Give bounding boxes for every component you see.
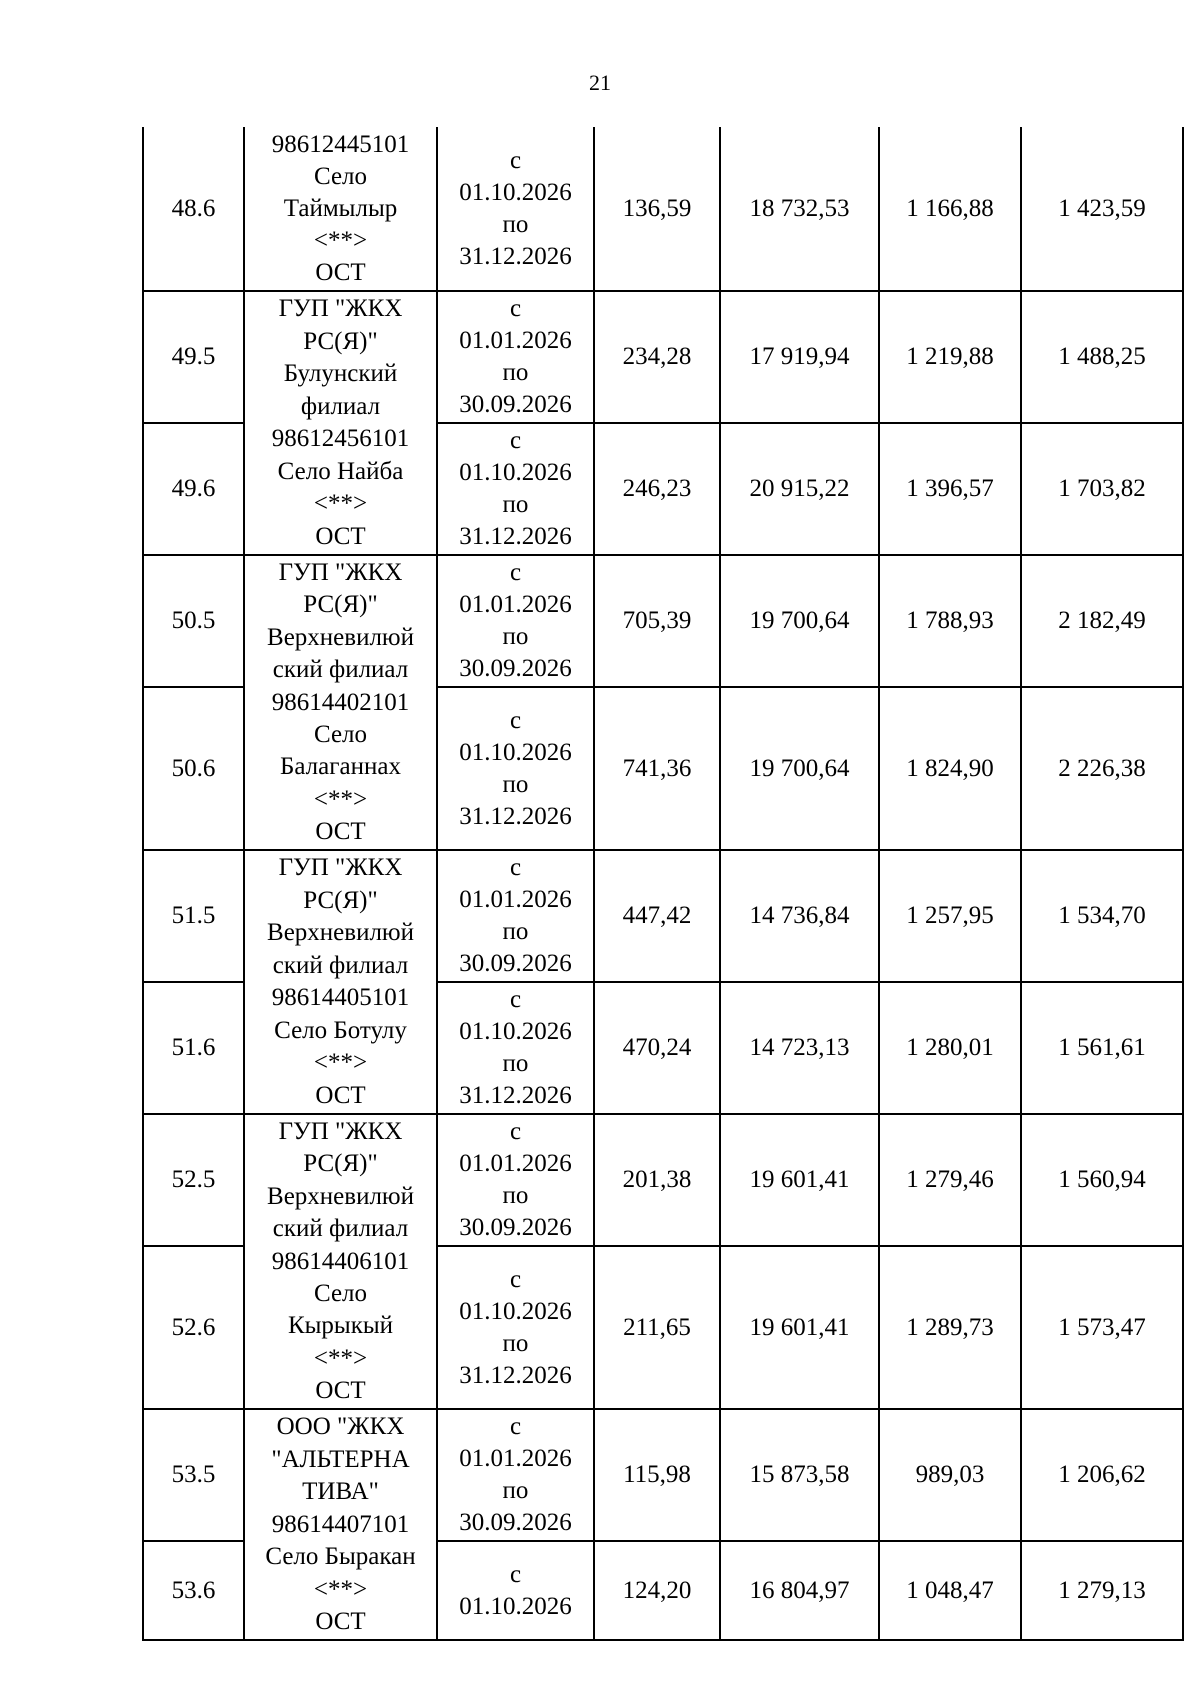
- page-number: 21: [589, 70, 611, 95]
- value-v1: 705,39: [594, 555, 720, 687]
- value-v1: 211,65: [594, 1246, 720, 1409]
- organization-line: Верхневилюй: [267, 1182, 414, 1210]
- value-v1: 447,42: [594, 850, 720, 982]
- value-v2: 17 919,94: [720, 291, 879, 423]
- period-line: по: [502, 1477, 529, 1504]
- period-cell: [437, 1541, 594, 1640]
- period-line: 31.12.2026: [459, 1082, 572, 1109]
- period-line: 01.10.2026: [459, 178, 572, 206]
- table-row: [143, 1114, 1183, 1246]
- value-v2: 18 732,53: [720, 127, 879, 291]
- table-row: [143, 127, 1183, 291]
- organization-line: ГУП "ЖКХ: [278, 1118, 403, 1145]
- organization-line: ский филиал: [272, 656, 409, 684]
- organization-line: ОСТ: [315, 818, 366, 845]
- organization-line: 98614405101: [271, 984, 410, 1012]
- value-v3: 1 279,46: [879, 1114, 1021, 1246]
- organization-line: Кырыкый: [287, 1312, 394, 1340]
- row-number: 52.5: [143, 1114, 244, 1246]
- value-v1: 201,38: [594, 1114, 720, 1246]
- organization-line: 98614406101: [271, 1247, 410, 1275]
- row-number: 53.6: [143, 1541, 244, 1640]
- organization-line: РС(Я)": [303, 886, 378, 914]
- row-number: 50.6: [143, 687, 244, 850]
- organization-cell: [244, 555, 437, 850]
- period-line: 01.01.2026: [459, 327, 572, 354]
- period-cell: [437, 1246, 594, 1409]
- tariff-table: [142, 127, 1184, 1641]
- organization-line: Таймылыр: [283, 194, 398, 222]
- period-line: с: [509, 1413, 522, 1440]
- value-v3: 1 824,90: [879, 687, 1021, 850]
- organization-cell: [244, 1409, 437, 1640]
- period-line: 01.10.2026: [459, 1297, 572, 1325]
- value-v1: 470,24: [594, 982, 720, 1114]
- period-line: 01.01.2026: [459, 591, 572, 618]
- period-line: 01.10.2026: [459, 459, 572, 486]
- period-cell: [437, 850, 594, 982]
- organization-line: РС(Я)": [303, 1150, 378, 1178]
- organization-line: ТИВА": [302, 1478, 379, 1505]
- organization-line: <**>: [313, 1049, 368, 1077]
- organization-line: Балаганнах: [280, 753, 401, 781]
- organization-line: Село Быракан: [265, 1543, 416, 1570]
- organization-line: ООО "ЖКХ: [276, 1413, 405, 1440]
- value-v3: 1 219,88: [879, 291, 1021, 423]
- value-v2: 14 736,84: [720, 850, 879, 982]
- period-line: с: [509, 559, 522, 586]
- organization-line: Верхневилюй: [267, 919, 414, 947]
- value-v4: 1 206,62: [1021, 1409, 1183, 1541]
- value-v2: 14 723,13: [720, 982, 879, 1114]
- organization-line: филиал: [300, 392, 381, 420]
- value-v2: 20 915,22: [720, 423, 879, 555]
- period-line: по: [502, 918, 529, 945]
- value-v3: 1 257,95: [879, 850, 1021, 982]
- table-row: [143, 555, 1183, 687]
- value-v2: 19 700,64: [720, 687, 879, 850]
- organization-line: Село: [313, 720, 368, 748]
- organization-line: ГУП "ЖКХ: [278, 854, 403, 881]
- period-line: с: [509, 706, 522, 734]
- period-line: с: [509, 146, 522, 174]
- organization-line: ский филиал: [272, 1215, 409, 1243]
- period-line: с: [509, 295, 522, 322]
- period-line: 30.09.2026: [459, 391, 572, 418]
- period-line: по: [502, 623, 529, 650]
- period-line: 01.10.2026: [459, 1592, 572, 1620]
- organization-line: 98612456101: [271, 425, 410, 453]
- value-v2: 19 601,41: [720, 1246, 879, 1409]
- value-v3: 1 788,93: [879, 555, 1021, 687]
- period-line: 31.12.2026: [459, 242, 572, 270]
- period-line: 30.09.2026: [459, 655, 572, 682]
- value-v4: 1 573,47: [1021, 1246, 1183, 1409]
- row-number: 51.5: [143, 850, 244, 982]
- value-v3: 1 048,47: [879, 1541, 1021, 1640]
- period-line: 01.01.2026: [459, 1150, 572, 1177]
- organization-line: ГУП "ЖКХ: [278, 295, 403, 322]
- organization-line: 98612445101: [271, 130, 410, 158]
- value-v1: 124,20: [594, 1541, 720, 1640]
- period-cell: [437, 423, 594, 555]
- organization-line: <**>: [313, 490, 368, 518]
- organization-line: <**>: [313, 785, 368, 813]
- organization-line: РС(Я)": [303, 327, 378, 355]
- organization-line: Село Ботулу: [274, 1016, 407, 1044]
- organization-cell: [244, 1114, 437, 1409]
- value-v4: 1 560,94: [1021, 1114, 1183, 1246]
- organization-cell: [244, 850, 437, 1114]
- organization-line: Верхневилюй: [267, 623, 414, 651]
- period-line: с: [509, 854, 522, 881]
- organization-line: <**>: [313, 226, 368, 254]
- organization-line: ОСТ: [315, 1608, 366, 1635]
- period-line: 30.09.2026: [459, 1214, 572, 1241]
- table-body: [143, 127, 1183, 1640]
- period-line: с: [509, 1265, 522, 1293]
- organization-line: <**>: [313, 1344, 368, 1372]
- row-number: 52.6: [143, 1246, 244, 1409]
- period-cell: [437, 687, 594, 850]
- organization-line: РС(Я)": [303, 591, 378, 619]
- organization-cell: [244, 291, 437, 555]
- value-v4: 2 226,38: [1021, 687, 1183, 850]
- value-v1: 234,28: [594, 291, 720, 423]
- value-v3: 989,03: [879, 1409, 1021, 1541]
- period-line: 01.01.2026: [459, 886, 572, 913]
- value-v4: 2 182,49: [1021, 555, 1183, 687]
- period-line: с: [509, 427, 522, 454]
- period-line: 31.12.2026: [459, 1361, 572, 1389]
- period-cell: [437, 127, 594, 291]
- organization-line: "АЛЬТЕРНА: [271, 1445, 410, 1473]
- period-line: по: [502, 1182, 529, 1209]
- row-number: 53.5: [143, 1409, 244, 1541]
- table-row: [143, 1409, 1183, 1541]
- value-v3: 1 289,73: [879, 1246, 1021, 1409]
- row-number: 50.5: [143, 555, 244, 687]
- period-line: по: [502, 210, 529, 238]
- period-cell: [437, 1114, 594, 1246]
- table-row: [143, 850, 1183, 982]
- period-line: с: [509, 1118, 522, 1145]
- value-v4: 1 534,70: [1021, 850, 1183, 982]
- organization-line: <**>: [313, 1575, 368, 1603]
- organization-line: 98614402101: [271, 688, 410, 716]
- period-line: по: [502, 1329, 529, 1357]
- row-number: 49.6: [143, 423, 244, 555]
- period-line: с: [509, 986, 522, 1013]
- row-number: 51.6: [143, 982, 244, 1114]
- value-v2: 16 804,97: [720, 1541, 879, 1640]
- value-v1: 741,36: [594, 687, 720, 850]
- period-line: по: [502, 359, 529, 386]
- organization-line: Село: [313, 1279, 368, 1307]
- period-cell: [437, 1409, 594, 1541]
- organization-line: Село Найба: [277, 457, 404, 485]
- period-line: по: [502, 1050, 529, 1077]
- value-v3: 1 166,88: [879, 127, 1021, 291]
- value-v1: 136,59: [594, 127, 720, 291]
- organization-line: ОСТ: [315, 522, 366, 550]
- value-v1: 115,98: [594, 1409, 720, 1541]
- period-line: 01.10.2026: [459, 738, 572, 766]
- value-v2: 19 601,41: [720, 1114, 879, 1246]
- period-line: 30.09.2026: [459, 1509, 572, 1536]
- organization-cell: [244, 127, 437, 291]
- organization-line: Село: [313, 162, 368, 190]
- organization-line: ОСТ: [315, 1377, 366, 1404]
- organization-line: ский филиал: [272, 951, 409, 979]
- organization-line: ОСТ: [315, 258, 366, 286]
- value-v4: 1 703,82: [1021, 423, 1183, 555]
- period-line: с: [509, 1560, 522, 1588]
- organization-line: Булунский: [283, 360, 398, 388]
- value-v4: 1 561,61: [1021, 982, 1183, 1114]
- value-v4: 1 279,13: [1021, 1541, 1183, 1640]
- value-v4: 1 423,59: [1021, 127, 1183, 291]
- period-line: 01.01.2026: [459, 1445, 572, 1472]
- row-number: 48.6: [143, 127, 244, 291]
- period-line: 30.09.2026: [459, 950, 572, 977]
- period-line: 31.12.2026: [459, 802, 572, 830]
- period-cell: [437, 291, 594, 423]
- organization-line: ОСТ: [315, 1081, 366, 1109]
- table-row: [143, 291, 1183, 423]
- organization-line: 98614407101: [271, 1510, 410, 1538]
- value-v4: 1 488,25: [1021, 291, 1183, 423]
- value-v1: 246,23: [594, 423, 720, 555]
- value-v2: 15 873,58: [720, 1409, 879, 1541]
- period-line: 31.12.2026: [459, 523, 572, 550]
- period-line: по: [502, 770, 529, 798]
- value-v3: 1 396,57: [879, 423, 1021, 555]
- period-line: по: [502, 491, 529, 518]
- period-cell: [437, 555, 594, 687]
- value-v3: 1 280,01: [879, 982, 1021, 1114]
- row-number: 49.5: [143, 291, 244, 423]
- period-line: 01.10.2026: [459, 1018, 572, 1045]
- period-cell: [437, 982, 594, 1114]
- organization-line: ГУП "ЖКХ: [278, 559, 403, 586]
- value-v2: 19 700,64: [720, 555, 879, 687]
